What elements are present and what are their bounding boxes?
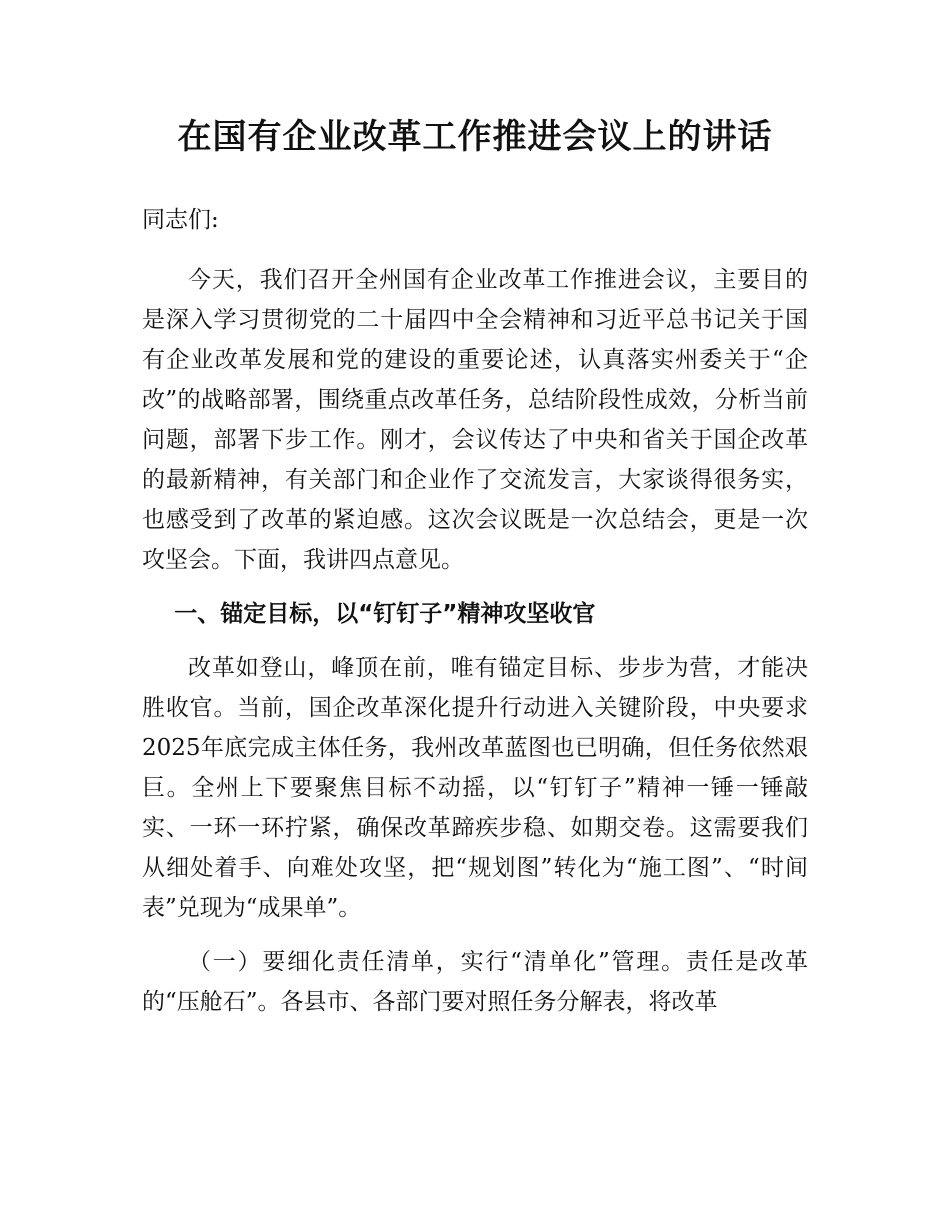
section-1-paragraph: 改革如登山，峰顶在前，唯有锚定目标、步步为营，才能决胜收官。当前，国企改革深化提升行动进入关键阶段，中央要求2025年底完成主体任务，我州改革蓝图也已明确，但任务依然艰巨。全州上下要聚焦目标不动摇，以“钉钉子”精神一锤一锤敲实、一环一环拧紧，确保改革蹄疾步稳、如期交卷。这需要我们从细处着手、向难处攻坚，把“规划图”转化为“施工图”、“时间表”兑现为“成果单”。 [142,655,808,921]
subsection-1-paragraph: （一）要细化责任清单，实行“清单化”管理。责任是改革的“压舱石”。各县市、各部门要对照任务分解表，将改革 [142,949,808,1015]
document-body [142,200,808,1022]
document-title: 在国有企业改革工作推进会议上的讲话 [177,117,773,157]
salutation: 同志们: [142,207,219,233]
section-heading-1: 一、锚定目标，以“钉钉子”精神攻坚收官 [174,601,596,627]
intro-paragraph: 今天，我们召开全州国有企业改革工作推进会议，主要目的是深入学习贯彻党的二十届四中全会精神和习近平总书记关于国有企业改革发展和党的建设的重要论述，认真落实州委关于“企改”的战略部署，围绕重点改革任务，总结阶段性成效，分析当前问题，部署下步工作。刚才，会议传达了中央和省关于国企改革的最新精神，有关部门和企业作了交流发言，大家谈得很务实，也感受到了改革的紧迫感。这次会议既是一次总结会，更是一次攻坚会。下面，我讲四点意见。 [142,267,808,573]
